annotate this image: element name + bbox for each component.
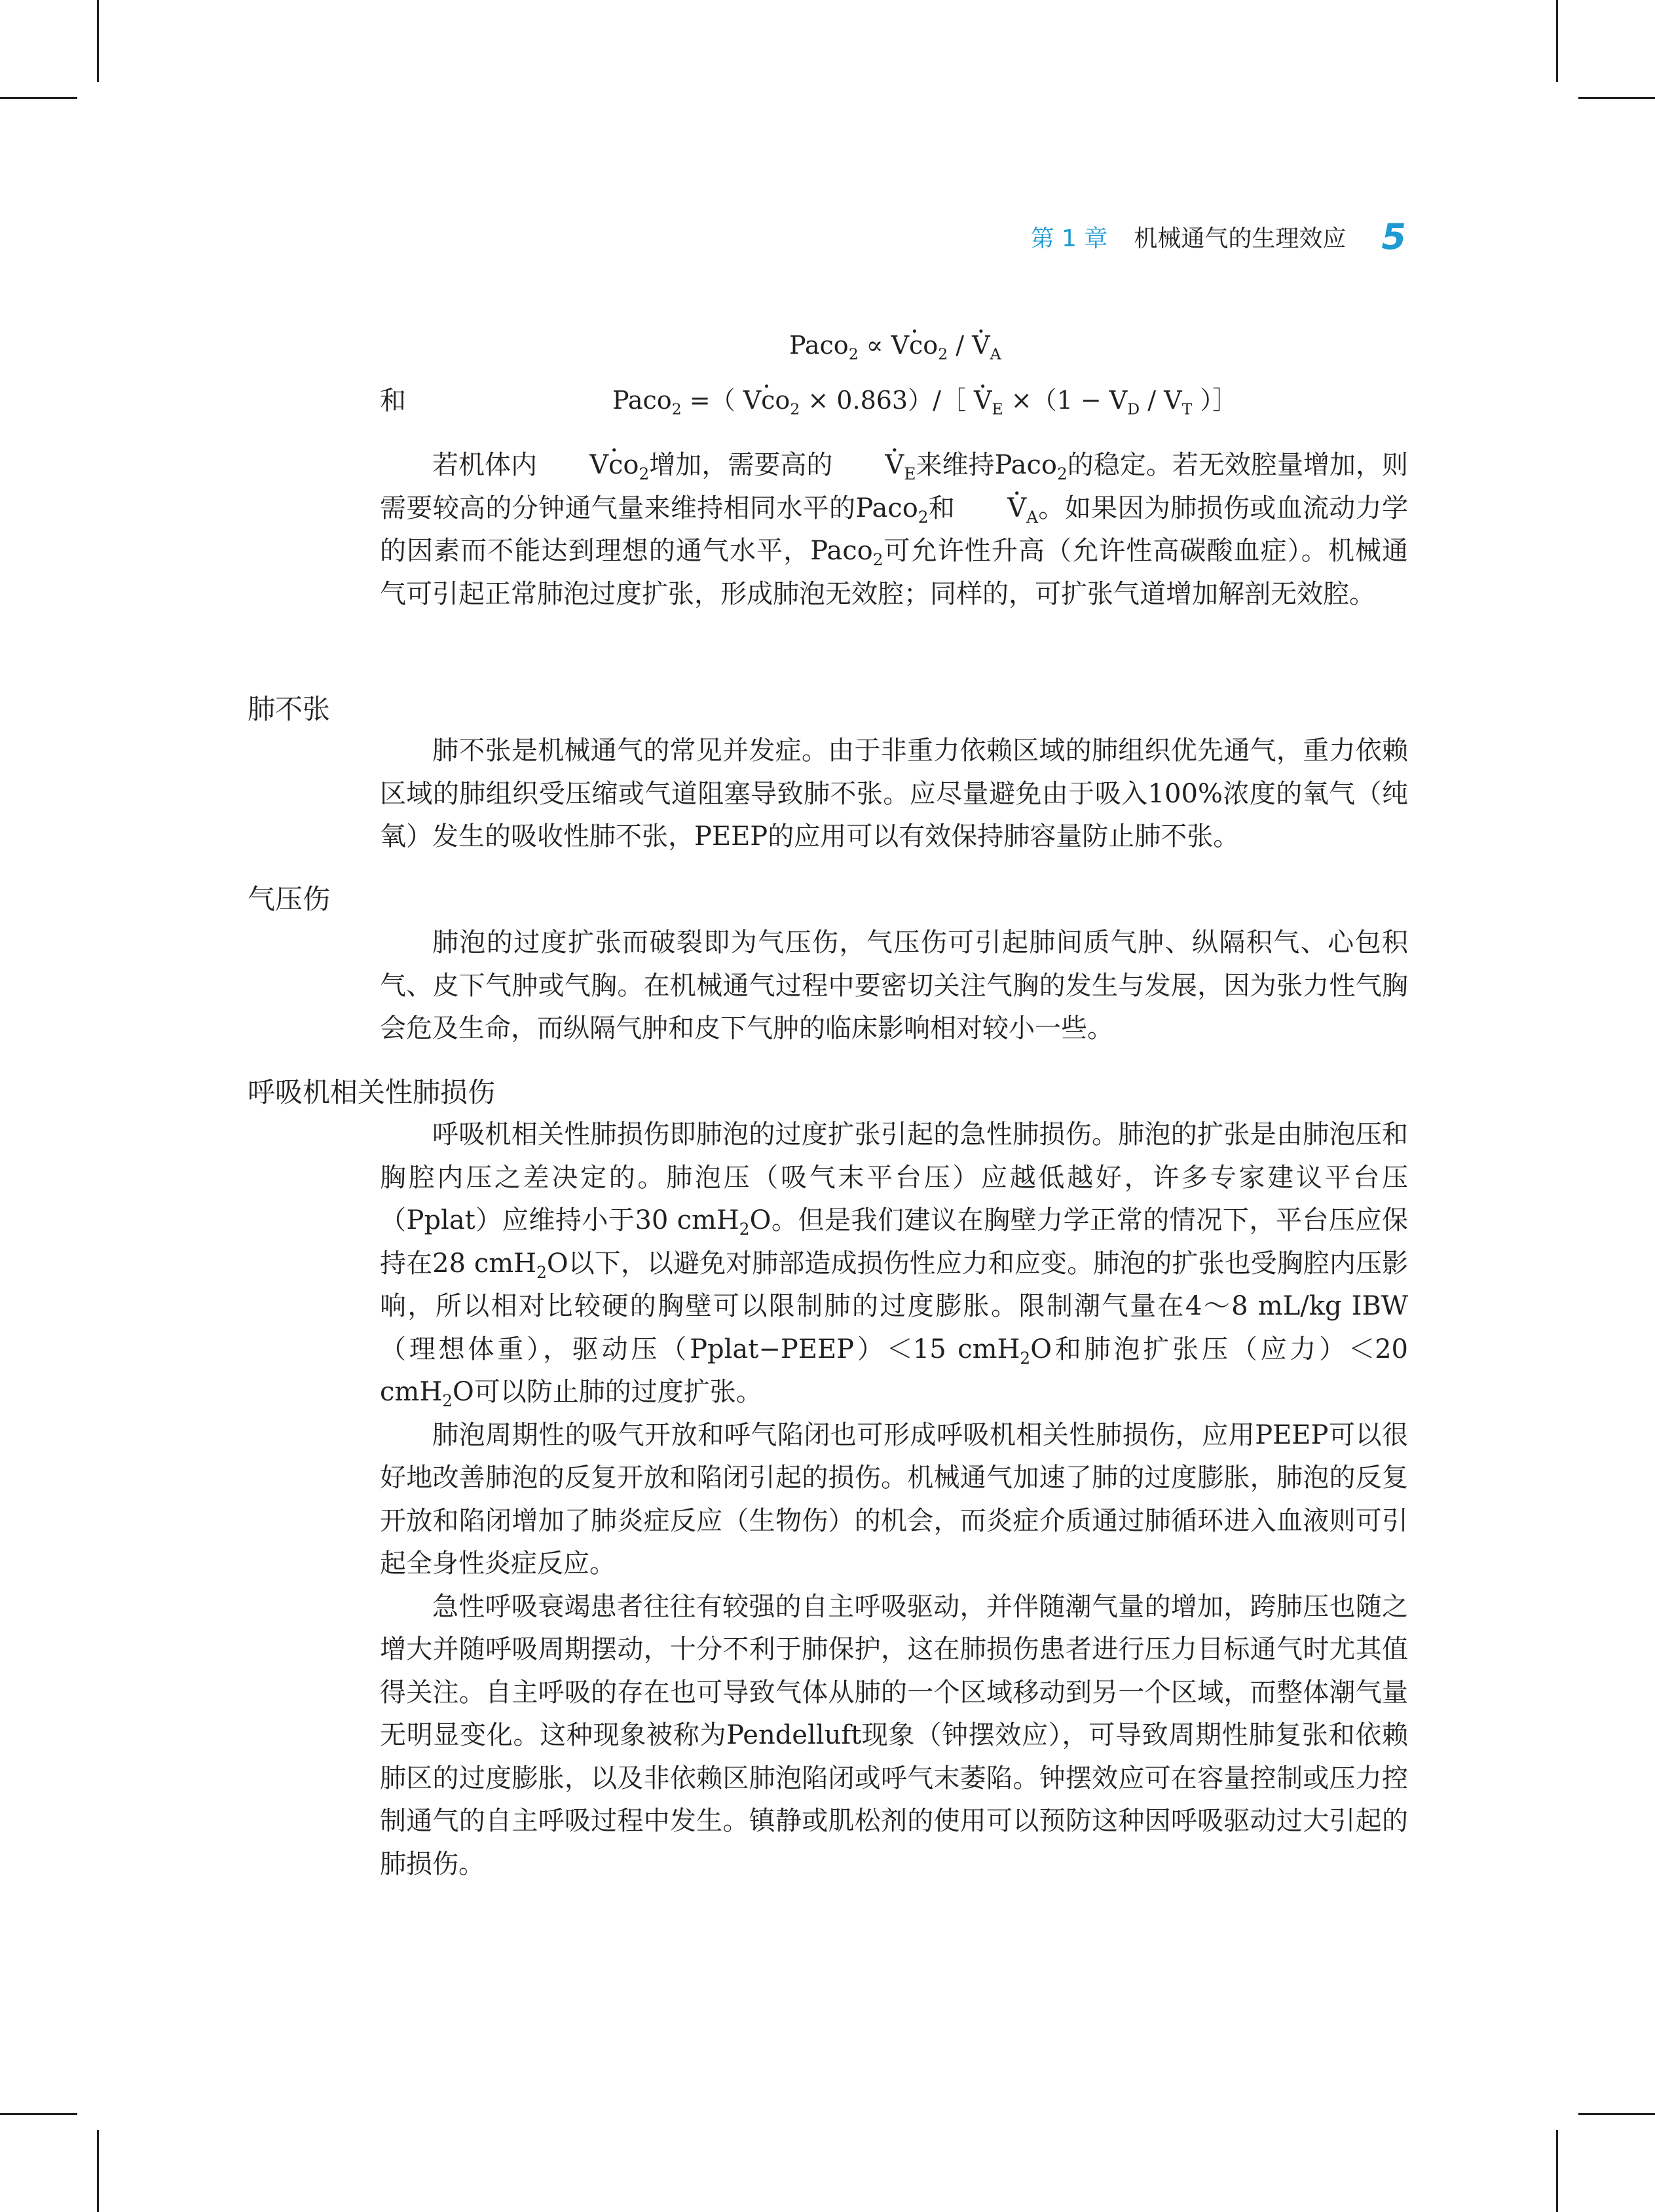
crop-mark <box>1556 2130 1558 2212</box>
heading-barotrauma: 气压伤 <box>248 883 331 915</box>
vili-section <box>380 1114 1408 1886</box>
crop-mark <box>1578 2113 1655 2115</box>
paragraph: 呼吸机相关性肺损伤即肺泡的过度扩张引起的急性肺损伤。肺泡的扩张是由肺泡压和胸腔内压之差决定的。肺泡压（吸气末平台压）应越低越好，许多专家建议平台压（Pplat）应维持小于30 cmH$_2$O。但是我们建议在胸壁力学正常的情况下，平台压应保持在28 cmH$_2$O以下，以避免对肺部造成损伤性应力和应变。肺泡的扩张也受胸腔内压影响，所以相对比较硬的胸壁可以限制肺的过度膨胀。限制潮气量在4～8 mL/kg IBW（理想体重），驱动压（Pplat−PEEP）＜15 cmH$_2$O和肺泡扩张压（应力）＜20 cmH$_2$O可以防止肺的过度扩张。 <box>380 1119 1409 1410</box>
chapter-label: 第 1 章 <box>1030 225 1108 252</box>
intro-paragraph <box>380 444 1408 616</box>
paragraph: 肺泡的过度扩张而破裂即为气压伤，气压伤可引起肺间质气肿、纵隔积气、心包积气、皮下气肿或气胸。在机械通气过程中要密切关注气胸的发生与发展，因为张力性气胸会危及生命，而纵隔气肿和皮下气肿的临床影响相对较小一些。 <box>380 928 1408 1043</box>
paragraph: 肺不张是机械通气的常见并发症。由于非重力依赖区域的肺组织优先通气，重力依赖区域的肺组织受压缩或气道阻塞导致肺不张。应尽量避免由于吸入100%浓度的氧气（纯氧）发生的吸收性肺不张，PEEP的应用可以有效保持肺容量防止肺不张。 <box>380 736 1408 852</box>
crop-mark <box>0 2113 77 2115</box>
atelectasis-section <box>380 730 1408 859</box>
heading-vili: 呼吸机相关性肺损伤 <box>248 1076 496 1108</box>
crop-mark <box>97 0 99 82</box>
paragraph: 若机体内· Vco$_2$增加，需要高的· $V_E$来维持Paco$_2$的稳定。若无效腔量增加，则需要较高的分钟通气量来维持相同水平的Paco$_2$和· $V_A$。如果因为肺损伤或血流动力学的因素而不能达到理想的通气水平，Paco$_2$可允许性升高（允许性高碳酸血症）。机械通气可引起正常肺泡过度扩张，形成肺泡无效腔；同样的，可扩张气道增加解剖无效腔。 <box>380 444 1408 616</box>
running-header <box>1031 216 1406 257</box>
crop-mark <box>1556 0 1558 82</box>
barotrauma-section <box>380 922 1408 1051</box>
crop-mark <box>0 97 77 99</box>
formula-equation: Paco$_2$ =（ · Vco$_2$ × 0.863）/［ · $V_E \times(1 - V_D / V_T$ ）］ <box>612 380 1237 416</box>
paragraph: 肺泡周期性的吸气开放和呼气陷闭也可形成呼吸机相关性肺损伤，应用PEEP可以很好地改善肺泡的反复开放和陷闭引起的损伤。机械通气加速了肺的过度膨胀，肺泡的反复开放和陷闭增加了肺炎症反应（生物伤）的机会，而炎症介质通过肺循环进入血液则可引起全身性炎症反应。 <box>380 1419 1408 1579</box>
chapter-title: 机械通气的生理效应 <box>1134 225 1347 252</box>
paragraph: 急性呼吸衰竭患者往往有较强的自主呼吸驱动，并伴随潮气量的增加，跨肺压也随之增大并随呼吸周期摆动，十分不利于肺保护，这在肺损伤患者进行压力目标通气时尤其值得关注。自主呼吸的存在也可导致气体从肺的一个区域移动到另一个区域，而整体潮气量无明显变化。这种现象被称为Pendelluft现象（钟摆效应），可导致周期性肺复张和依赖肺区的过度膨胀，以及非依赖区肺泡陷闭或呼气末萎陷。钟摆效应可在容量控制或压力控制通气的自主呼吸过程中发生。镇静或肌松剂的使用可以预防这种因呼吸驱动过大引起的肺损伤。 <box>380 1591 1408 1879</box>
page-number: 5 <box>1381 216 1406 257</box>
crop-mark <box>97 2130 99 2212</box>
crop-mark <box>1578 97 1655 99</box>
formula-conjunction: 和 <box>380 386 406 416</box>
heading-atelectasis: 肺不张 <box>248 693 331 725</box>
formula-proportional: Paco$_2$ ∝ · Vco$_2$ / · $V_A$ <box>789 331 1001 360</box>
